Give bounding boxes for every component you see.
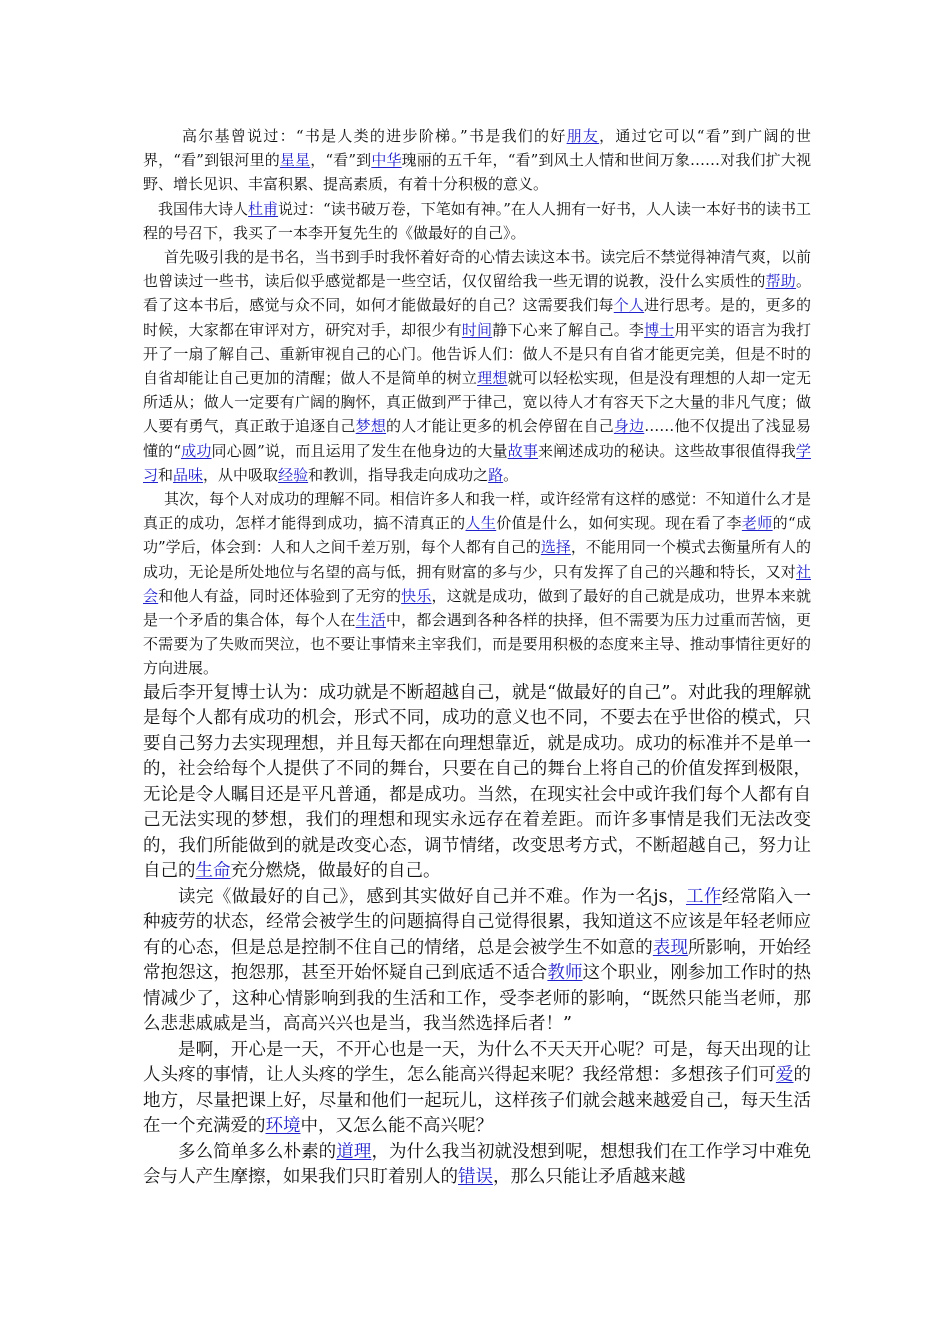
inline-link[interactable]: 快乐 [401,586,432,605]
inline-link[interactable]: 梦想 [355,417,387,436]
text-run: 中，又怎么能不高兴呢？ [300,1116,493,1137]
text-run: ，不能用同一个模式去衡量所有人的成功，无论是所处地位与名望的高与低，拥有财富的多与少，只有发挥了自己的兴趣和特长，又对 [143,538,811,581]
text-run: 来阐述成功的秘诀。这些故事很值得我 [538,441,796,460]
text-run: 的地方，尽量把课上好，尽量和他们一起玩儿，这样孩子们就会越来越爱自己，每天生活在一个充满爱的 [143,1065,812,1137]
text-run: 多么简单多么朴素的 [178,1141,337,1162]
text-run: 和他人有益，同时还体验到了无穷的 [158,586,402,605]
text-run: 的人才能让更多的机会停留在自己 [386,417,614,436]
text-run: 进行思考。是的，更多的时候，大家都在审评对方，研究对手，却很少有 [143,296,811,339]
text-run: 中，都会遇到各种各样的抉择，但不需要为压力过重而苦恼，更不需要为了失败而哭泣，也不要让事情来主宰我们，而是要用积极的态度来主导、推动事情往更好的方向进展。 [143,611,811,678]
inline-link[interactable]: 老师 [741,514,773,533]
paragraph-8 [143,1140,811,1191]
text-run: ，“看”到 [310,151,372,170]
text-run: ，从中吸取 [203,465,279,484]
inline-link[interactable]: 个人 [613,296,645,315]
text-run: 我国伟大诗人 [158,199,249,218]
paragraph-7 [143,1038,811,1140]
text-run: ，这就是成功，做到了最好的自己就是成功，世界本来就是一个矛盾的集合体，每个人在 [143,586,811,630]
inline-link[interactable]: 人生 [465,514,497,533]
inline-link[interactable]: 帮助 [765,272,796,291]
document-body [143,124,811,1191]
text-run: 。看了这本书后，感觉与众不同，如何才能做最好的自己？这需要我们每 [143,272,811,315]
inline-link[interactable]: 成功 [181,441,212,460]
inline-link[interactable]: 博士 [644,320,675,339]
text-run: 和 [158,465,174,484]
inline-link[interactable]: 路 [488,465,504,484]
paragraph-2 [143,197,811,245]
inline-link[interactable]: 经验 [278,465,309,484]
paragraph-6 [143,885,811,1038]
inline-link[interactable]: 道理 [336,1141,372,1162]
text-run: 说过：“读书破万卷，下笔如有神。”在人人拥有一好书，人人读一本好书的读书工程的号召下，我买了一本李开复先生的《做最好的自己》。 [143,199,811,242]
inline-link[interactable]: 时间 [461,320,493,339]
text-run: 所影响，开始经常抱怨这，抱怨那，甚至开始怀疑自己到底适不适合 [143,937,812,984]
text-run: 是啊，开心是一天，不开心也是一天，为什么不天天开心呢？可是，每天出现的让人头疼的事情，让人头疼的学生，怎么能高兴得起来呢？我经常想：多想孩子们可 [143,1039,811,1086]
text-run: 用平实的语言为我打开了一扇了解自己、重新审视自己的心门。他告诉人们：做人不是只有自省才能更完美，但是不时的自省却能让自己更加的清醒；做人不是简单的树立 [143,320,811,388]
inline-link[interactable]: 生活 [355,611,386,630]
inline-link[interactable]: 品味 [173,465,204,484]
text-run: 高尔基曾说过：“书是人类的进步阶梯。”书是我们的好 [182,127,567,145]
inline-link[interactable]: 错误 [458,1167,493,1188]
inline-link[interactable]: 工作 [685,886,722,907]
text-run: ，通过它可以“看”到广阔的世界，“看”到银河里的 [143,127,811,170]
text-run: ，为什么我当初就没想到呢，想想我们在工作学习中难免会与人产生摩擦，如果我们只盯着别人的 [143,1141,812,1188]
text-run: 同心圆”说，而且运用了发生在他身边的大量 [211,441,508,460]
text-run: 其次，每个人对成功的理解不同。相信许多人和我一样，或许经常有这样的感觉：不知道什么才是真正的成功，怎样才能得到成功，搞不清真正的 [143,490,811,533]
inline-link[interactable]: 环境 [265,1116,301,1137]
text-run: 静下心来了解自己。李 [492,320,645,339]
inline-link[interactable]: 生命 [195,861,231,882]
inline-link[interactable]: 理想 [477,369,508,388]
paragraph-5 [143,681,811,885]
text-run: 经常陷入一种疲劳的状态，经常会被学生的问题搞得自己觉得很累，我知道这不应该是年轻老师应有的心态，但是总是控制不住自己的情绪，总是会被学生不如意的 [143,886,812,958]
text-run: ……他不仅提出了浅显易懂的“ [143,417,811,460]
inline-link[interactable]: 社会 [143,562,811,605]
inline-link[interactable]: 身边 [613,417,645,436]
text-run: ，那么只能让矛盾越来越 [493,1167,686,1188]
text-run: 充分燃烧，做最好的自己。 [230,861,441,882]
text-run: 这个职业，刚参加工作时的热情减少了，这种心情影响到我的生活和工作，受李老师的影响，“既然只能当老师，那么悲悲戚戚是当，高高兴兴也是当，我当然选择后者！” [143,963,812,1035]
text-run: 最后李开复博士认为：成功就是不断超越自己，就是“做最好的自己”。对此我的理解就是每个人都有成功的机会，形式不同，成功的意义也不同，不要去在乎世俗的模式，只要自己努力去实现理想，并且每天都在向理想靠近，就是成功。成功的标准并不是单一的，社会给每个人提供了不同的舞台，只要在自己的舞台上将自己的价值发挥到极限，无论是令人瞩目还是平凡普通，都是成功。当然，在现实社会中或许我们每个人都有自己无法实现的梦想，我们的理想和现实永远存在着差距。而许多事情是我们无法改变的，我们所能做到的就是改变心态，调节情绪，改变思考方式，不断超越自己，努力让自己的 [143,682,811,882]
inline-link[interactable]: 表现 [652,937,689,958]
inline-link[interactable]: 爱 [775,1065,794,1086]
text-run: 就可以轻松实现，但是没有理想的人却一定无所适从；做人一定要有广阔的胸怀，真正做到严于律己，宽以待人才有容天下之大量的非凡气度；做人要有勇气，真正敢于追逐自己 [143,369,811,436]
inline-link[interactable]: 选择 [540,538,571,557]
text-run: 的“成功”学后，体会到：人和人之间千差万别，每个人都有自己的 [143,514,811,557]
paragraph-3 [143,245,811,487]
inline-link[interactable]: 中华 [371,151,402,170]
text-run: 瑰丽的五千年，“看”到风土人情和世间万象……对我们扩大视野、增长见识、丰富积累、提高素质，有着十分积极的意义。 [143,151,811,194]
text-run: 读完《做最好的自己》，感到其实做好自己并不难。作为一名js， [178,886,686,907]
text-run: 。 [503,465,519,484]
inline-link[interactable]: 杜甫 [248,199,279,218]
text-run: 价值是什么，如何实现。现在看了李 [496,514,742,533]
text-run: 和教训，指导我走向成功之 [308,465,489,484]
inline-link[interactable]: 学习 [143,441,811,484]
paragraph-4 [143,487,811,681]
inline-link[interactable]: 星星 [279,151,311,170]
inline-link[interactable]: 教师 [547,963,583,984]
inline-link[interactable]: 朋友 [566,127,600,145]
text-run: 首先吸引我的是书名，当书到手时我怀着好奇的心情去读这本书。读完后不禁觉得神清气爽，以前也曾读过一些书，读后似乎感觉都是一些空话，仅仅留给我一些无谓的说教，没什么实质性的 [143,248,811,291]
paragraph-1 [143,124,811,197]
inline-link[interactable]: 故事 [507,441,539,460]
